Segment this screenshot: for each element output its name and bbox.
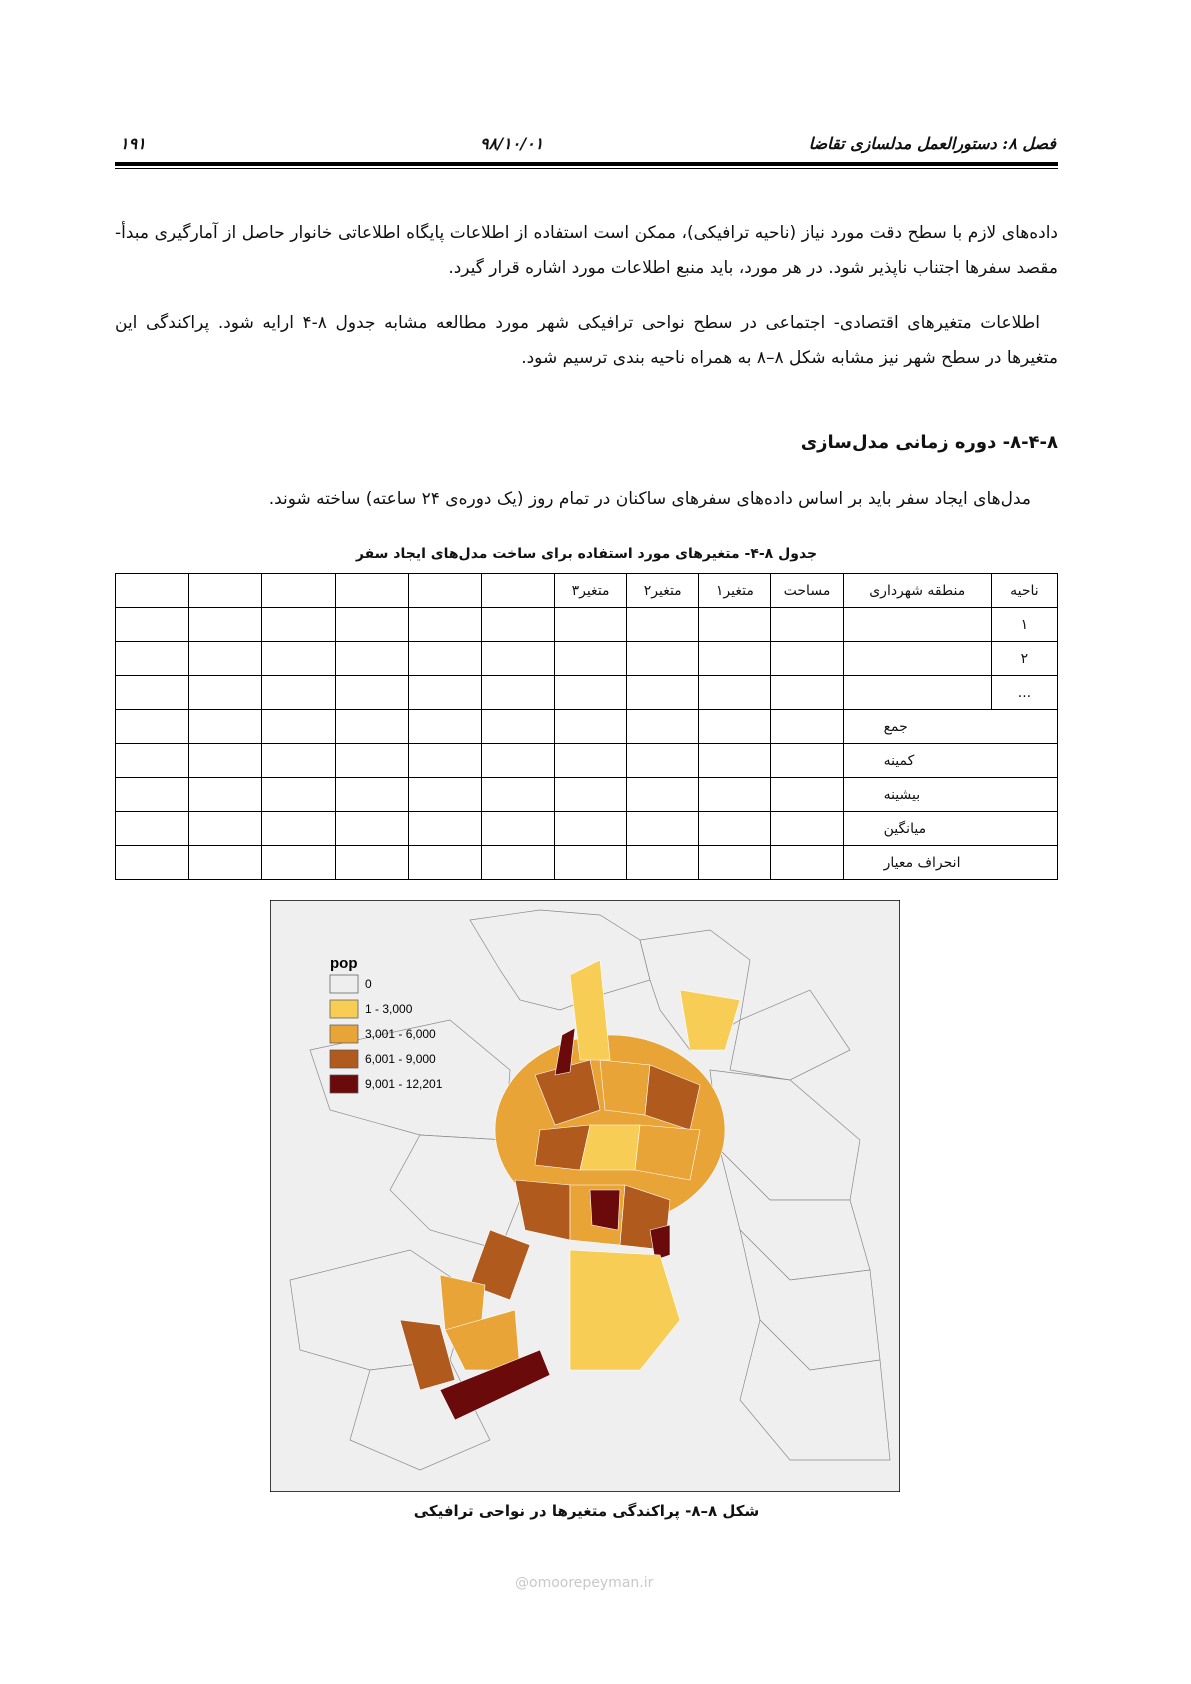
table-cell — [771, 812, 843, 846]
table-cell — [555, 676, 627, 710]
table-cell — [481, 642, 554, 676]
table-cell — [771, 642, 843, 676]
table-cell — [699, 710, 771, 744]
table-cell — [555, 608, 627, 642]
paragraph-1: داده‌های لازم با سطح دقت مورد نیاز (ناحیه ترافیکی)، ممکن است استفاده از اطلاعات پایگاه اطلاعاتی خانوار حاصل از آمارگیری مبدأ- مقصد سفرها اجتناب ناپذیر شود. در هر مورد، باید منبع اطلاعات مورد اشاره قرار گیرد. — [115, 223, 1058, 278]
legend-swatch-1 — [330, 1000, 358, 1018]
table-cell — [408, 846, 481, 880]
table-cell — [116, 778, 189, 812]
legend-swatch-3 — [330, 1050, 358, 1068]
table-cell — [335, 778, 408, 812]
table-cell — [408, 642, 481, 676]
table-cell — [189, 574, 262, 608]
table-cell — [116, 812, 189, 846]
legend-label-2: 3,001 - 6,000 — [365, 1027, 436, 1041]
table-cell — [408, 812, 481, 846]
table-cell — [771, 710, 843, 744]
table-cell — [699, 744, 771, 778]
table-cell — [555, 778, 627, 812]
header-cell: متغیر۱ — [699, 574, 771, 608]
table-cell — [262, 812, 335, 846]
stat-row — [116, 812, 1058, 846]
table-cell — [189, 642, 262, 676]
table-cell — [843, 676, 991, 710]
table-cell — [627, 846, 699, 880]
table-cell — [481, 710, 554, 744]
table-cell — [481, 574, 554, 608]
table-cell — [262, 778, 335, 812]
table-cell — [408, 710, 481, 744]
table-cell — [116, 744, 189, 778]
table-cell — [262, 710, 335, 744]
table-row — [116, 676, 1058, 710]
row-label: ... — [991, 676, 1057, 710]
header-date: ۹۸/۱۰/۰۱ — [480, 134, 544, 153]
table-cell — [627, 778, 699, 812]
header-cell: منطقه شهرداری — [843, 574, 991, 608]
legend-label-0: 0 — [365, 977, 372, 991]
table-cell — [555, 812, 627, 846]
table-cell — [335, 846, 408, 880]
table-cell — [262, 676, 335, 710]
table-cell — [262, 608, 335, 642]
legend-swatch-2 — [330, 1025, 358, 1043]
table-cell — [262, 642, 335, 676]
stat-row — [116, 710, 1058, 744]
table-cell — [335, 676, 408, 710]
pop-choropleth-map — [270, 900, 900, 1492]
stat-row — [116, 778, 1058, 812]
stat-label: جمع — [843, 710, 1057, 744]
table-cell — [116, 642, 189, 676]
table-cell — [189, 608, 262, 642]
table-cell — [408, 676, 481, 710]
table-cell — [335, 744, 408, 778]
table-cell — [189, 778, 262, 812]
table-cell — [335, 574, 408, 608]
table-cell — [408, 744, 481, 778]
table-cell — [408, 778, 481, 812]
legend-swatch-4 — [330, 1075, 358, 1093]
header-cell: متغیر۲ — [627, 574, 699, 608]
table-cell — [771, 608, 843, 642]
row-label: ۲ — [991, 642, 1057, 676]
stat-label: بیشینه — [843, 778, 1057, 812]
table-cell — [262, 744, 335, 778]
table-cell — [699, 846, 771, 880]
table-cell — [555, 846, 627, 880]
table-cell — [843, 608, 991, 642]
table-cell — [699, 812, 771, 846]
table-cell — [262, 846, 335, 880]
header-cell: متغیر۳ — [555, 574, 627, 608]
variables-table — [115, 573, 1058, 880]
stat-row — [116, 846, 1058, 880]
page-number: ۱۹۱ — [120, 134, 146, 153]
watermark: @omoorepeyman.ir — [515, 1575, 654, 1591]
header-cell: مساحت — [771, 574, 843, 608]
table-cell — [555, 710, 627, 744]
table-cell — [481, 744, 554, 778]
header-rule-thin — [115, 168, 1058, 169]
table-cell — [189, 846, 262, 880]
table-cell — [771, 676, 843, 710]
figure-caption: شکل ۸–۸- پراکندگی متغیرها در نواحی ترافیکی — [413, 1502, 760, 1520]
table-cell — [555, 642, 627, 676]
chapter-title: فصل ۸: دستورالعمل مدلسازی تقاضا — [808, 134, 1056, 153]
table-cell — [189, 676, 262, 710]
table-cell — [699, 642, 771, 676]
table-cell — [116, 608, 189, 642]
legend-label-3: 6,001 - 9,000 — [365, 1052, 436, 1066]
stat-label: انحراف معیار — [843, 846, 1057, 880]
table-cell — [555, 744, 627, 778]
header-rule-thick — [115, 162, 1058, 166]
table-cell — [627, 710, 699, 744]
table-cell — [627, 744, 699, 778]
table-cell — [481, 608, 554, 642]
paragraph-2: اطلاعات متغیرهای اقتصادی- اجتماعی در سطح نواحی ترافیکی شهر مورد مطالعه مشابه جدول ۸-۴ ارایه شود. پراکندگی این متغیرها در سطح شهر نیز مشابه شکل ۸–۸ به همراه ناحیه بندی ترسیم شود. — [115, 313, 1058, 368]
table-cell — [771, 778, 843, 812]
table-cell — [116, 574, 189, 608]
table-cell — [771, 744, 843, 778]
table-cell — [189, 812, 262, 846]
table-cell — [408, 574, 481, 608]
table-cell — [189, 744, 262, 778]
table-cell — [481, 812, 554, 846]
table-cell — [116, 710, 189, 744]
table-cell — [699, 608, 771, 642]
table-cell — [189, 710, 262, 744]
table-caption: جدول ۸-۴- متغیرهای مورد استفاده برای ساخت مدل‌های ایجاد سفر — [355, 546, 818, 562]
table-cell — [335, 642, 408, 676]
section-title: ۸-۴-۸- دوره زمانی مدل‌سازی — [800, 432, 1058, 453]
legend-title: pop — [330, 955, 358, 972]
legend-swatch-0 — [330, 975, 358, 993]
table-cell — [408, 608, 481, 642]
table-cell — [481, 846, 554, 880]
table-row — [116, 608, 1058, 642]
table-cell — [699, 778, 771, 812]
table-cell — [481, 676, 554, 710]
paragraph-3: مدل‌های ایجاد سفر باید بر اساس داده‌های سفرهای ساکنان در تمام روز (یک دوره‌ی ۲۴ ساعته) ساخته شوند. — [268, 489, 1031, 509]
legend-label-4: 9,001 - 12,201 — [365, 1077, 443, 1091]
table-cell — [627, 676, 699, 710]
legend-label-1: 1 - 3,000 — [365, 1002, 413, 1016]
table-cell — [843, 642, 991, 676]
table-row — [116, 642, 1058, 676]
table-cell — [335, 812, 408, 846]
table-cell — [627, 812, 699, 846]
stat-label: کمینه — [843, 744, 1057, 778]
stat-label: میانگین — [843, 812, 1057, 846]
table-cell — [481, 778, 554, 812]
table-cell — [699, 676, 771, 710]
table-header-row — [116, 574, 1058, 608]
stat-row — [116, 744, 1058, 778]
table-cell — [771, 846, 843, 880]
table-cell — [627, 608, 699, 642]
row-label: ۱ — [991, 608, 1057, 642]
table-cell — [627, 642, 699, 676]
table-cell — [335, 710, 408, 744]
table-cell — [116, 676, 189, 710]
header-cell: ناحیه — [991, 574, 1057, 608]
table-cell — [262, 574, 335, 608]
table-cell — [116, 846, 189, 880]
table-cell — [335, 608, 408, 642]
